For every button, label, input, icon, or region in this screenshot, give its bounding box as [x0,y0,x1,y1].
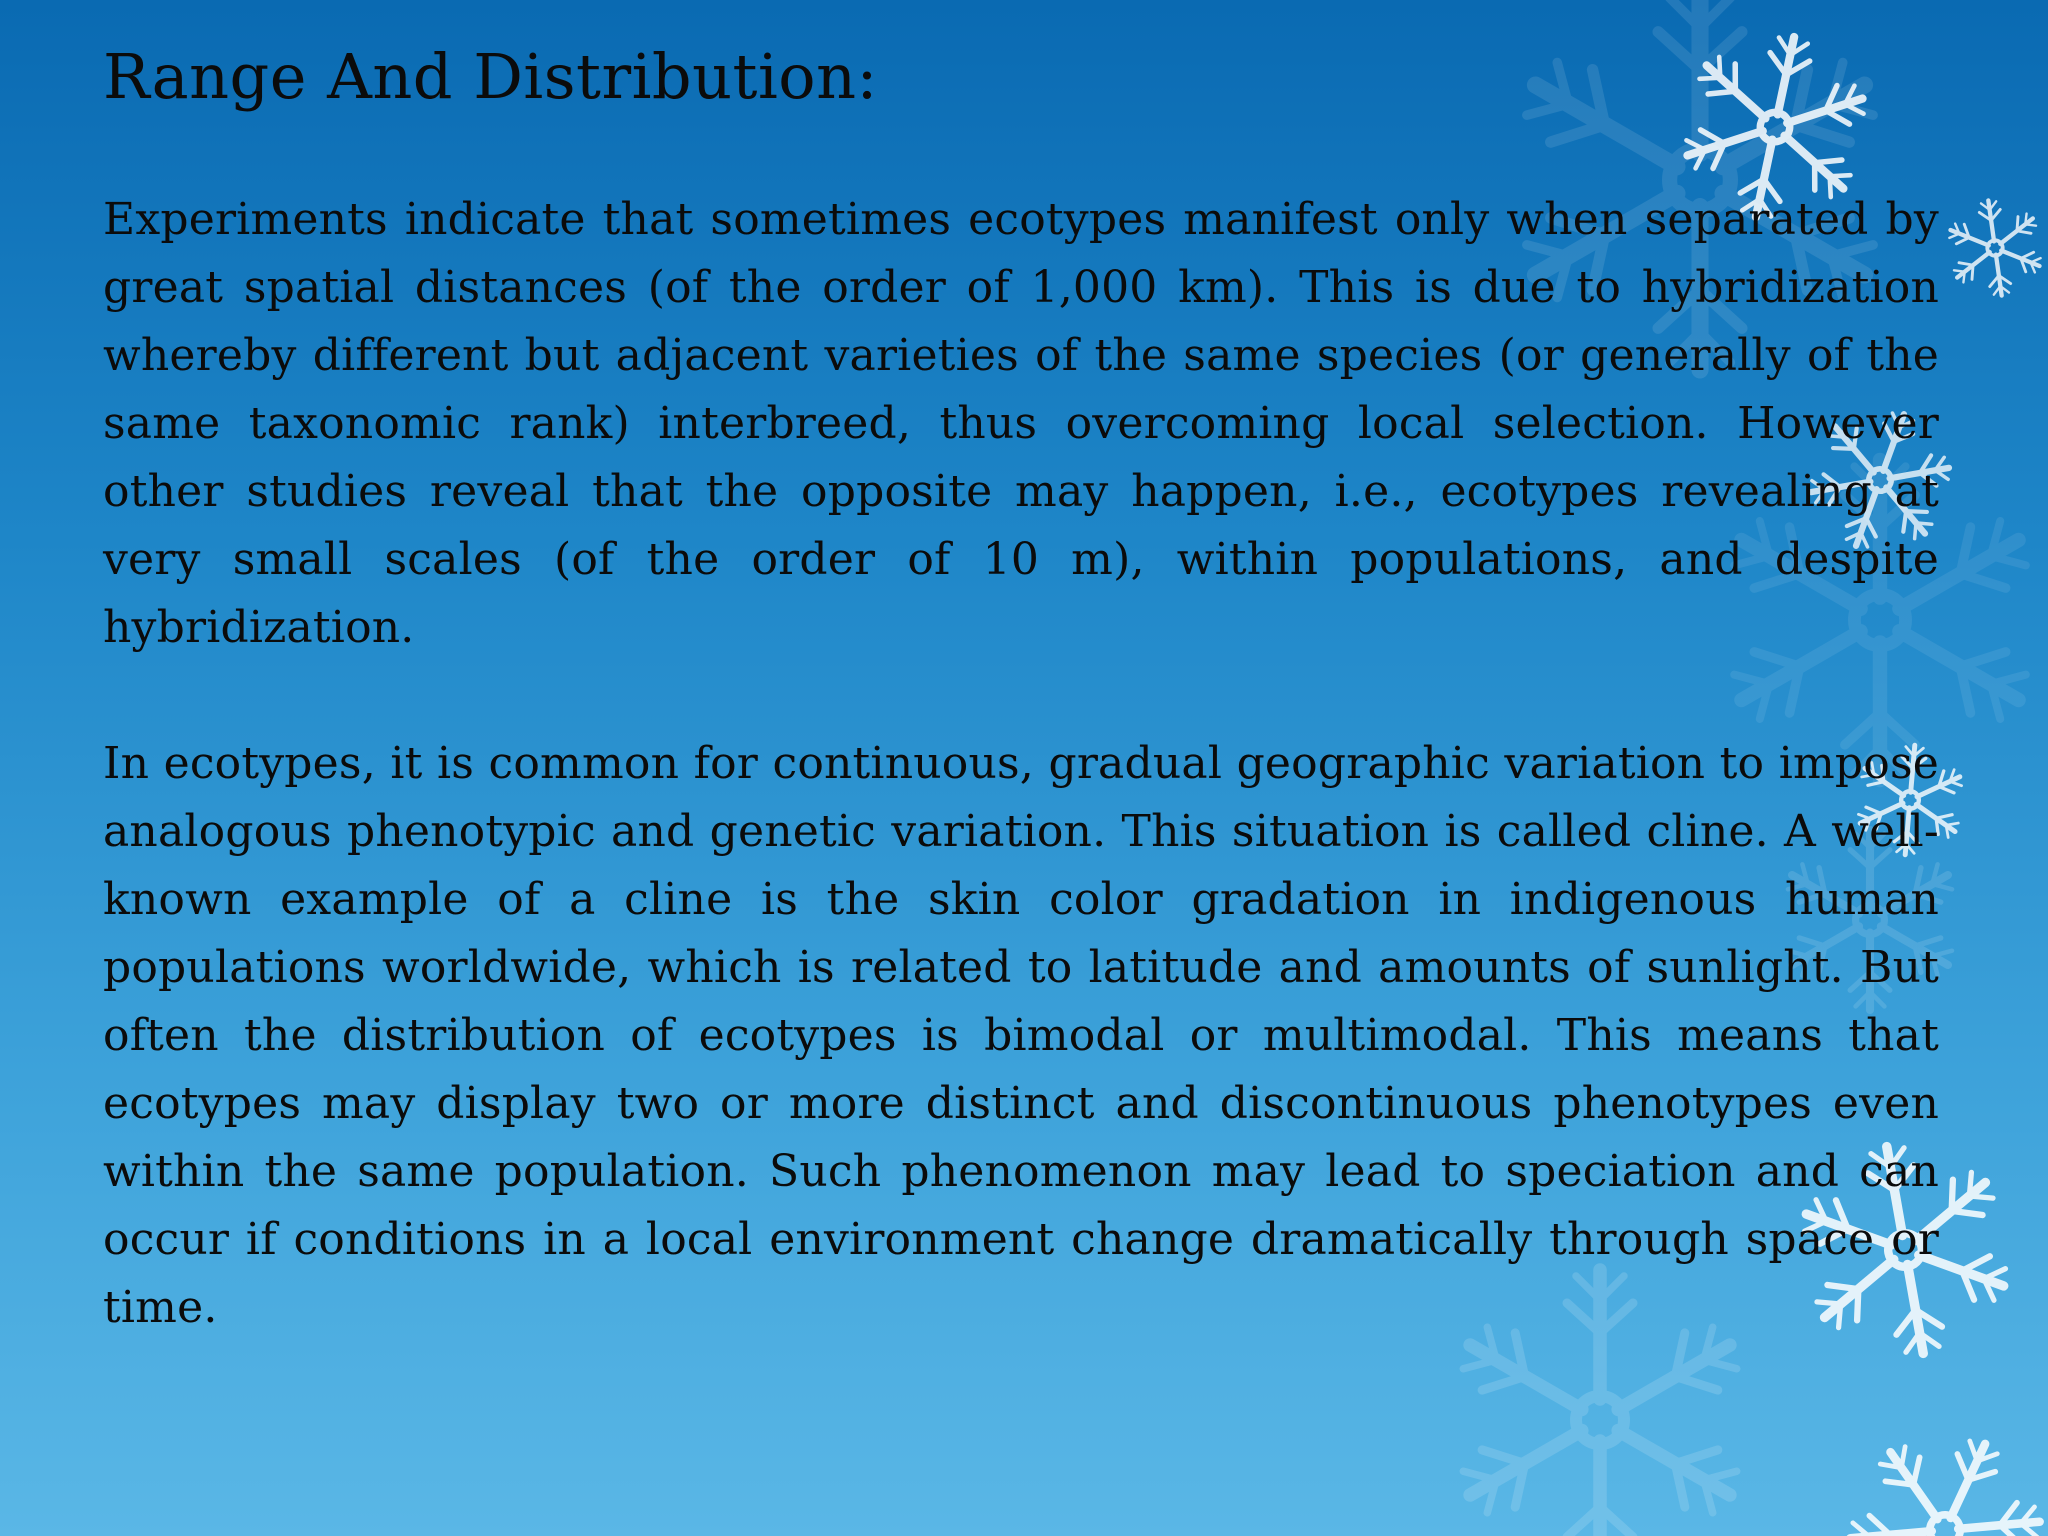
paragraph-ecotype-scales: Experiments indicate that sometimes ecotypes manifest only when separated by great spatial distances (of the order of 1,000 km). This is due to hybridization whereby different but adjacent varieties of the same species (or generally of the same taxonomic rank) interbreed, thus overcoming local selection. However other studies reveal that the opposite may happen, i.e., ecotypes revealing at very small scales (of the order of 10 m), within populations, and despite hybridization. [103,194,1939,654]
snowflake-icon [1821,1405,2048,1536]
paragraph-cline: In ecotypes, it is common for continuous, gradual geographic variation to impose analogous phenotypic and genetic variation. This situation is called cline. A well-known example of a cline is the skin color gradation in indigenous human populations worldwide, which is related to latitude and amounts of sunlight. But often the distribution of ecotypes is bimodal or multimodal. This means that ecotypes may display two or more distinct and discontinuous phenotypes even within the same population. Such phenomenon may lead to speciation and can occur if conditions in a local environment change dramatically through space or time. [103,738,1939,1334]
slide-content [103,40,1939,1410]
slide-title: Range And Distribution: [103,40,878,113]
snowflake-icon [1942,194,2048,302]
